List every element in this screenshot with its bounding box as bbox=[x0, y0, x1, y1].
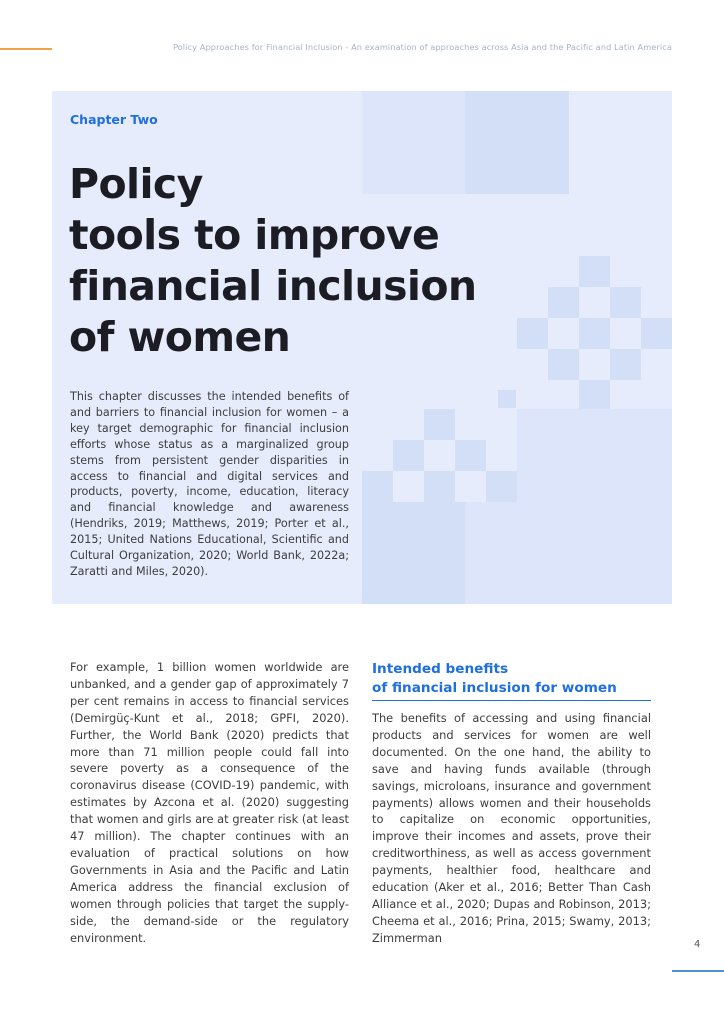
page-number: 4 bbox=[694, 939, 701, 950]
chapter-label: Chapter Two bbox=[70, 112, 158, 127]
decor-square bbox=[393, 440, 424, 471]
decor-square bbox=[579, 256, 610, 287]
decor-square bbox=[486, 471, 517, 502]
running-header: Policy Approaches for Financial Inclusion - An examination of approaches across Asia and the Pacific and Latin America bbox=[172, 42, 672, 52]
section-heading-line: of financial inclusion for women bbox=[372, 680, 617, 696]
decor-square bbox=[579, 318, 610, 349]
decor-square bbox=[641, 318, 672, 349]
decor-square bbox=[517, 318, 548, 349]
decor-square bbox=[424, 471, 455, 502]
decor-square bbox=[610, 287, 641, 318]
decor-square bbox=[579, 380, 610, 411]
decor-square bbox=[455, 440, 486, 471]
chapter-title-line: tools to improve bbox=[69, 211, 440, 259]
chapter-title-line: Policy bbox=[69, 160, 203, 208]
decor-square bbox=[548, 349, 579, 380]
chapter-title-line: financial inclusion bbox=[69, 262, 477, 310]
chapter-hero-panel bbox=[52, 91, 672, 604]
chapter-title-line: of women bbox=[69, 313, 291, 361]
body-paragraph-left: For example, 1 billion women worldwide are unbanked, and a gender gap of approximately 7 per cent remains in access to financial services (Demirgüç-Kunt et al., 2018; GPFI, 2020). Further, the World Bank (2020) predicts that more than 71 million people could fall into severe poverty as a consequence of the coronavirus disease (COVID-19) pandemic, with estimates by Azcona et al. (2020) suggesting that women and girls are at greater risk (at least 47 million). The chapter continues with an evaluation of practical solutions on how Governments in Asia and the Pacific and Latin America address the financial exclusion of women through policies that target the supply-side, the demand-side or the regulatory environment. bbox=[70, 660, 349, 945]
decor-square bbox=[362, 471, 393, 502]
decor-square bbox=[498, 390, 516, 408]
section-heading bbox=[372, 660, 651, 701]
section-heading-line: Intended benefits bbox=[372, 661, 509, 677]
decor-square bbox=[610, 349, 641, 380]
header-accent-rule bbox=[0, 48, 52, 50]
decor-block bbox=[517, 409, 672, 502]
chapter-intro: This chapter discusses the intended benefits of and barriers to financial inclusion for women – a key target demographic for financial inclusion efforts whose status as a marginalized group stems from persistent gender disparities in access to financial and digital services and products, poverty, income, education, literacy and financial knowledge and awareness (Hendriks, 2019; Matthews, 2019; Porter et al., 2015; United Nations Educational, Scientific and Cultural Organization, 2020; World Bank, 2022a; Zaratti and Miles, 2020). bbox=[70, 390, 349, 578]
chapter-title bbox=[69, 159, 509, 363]
decor-block bbox=[569, 502, 672, 604]
footer-accent-rule bbox=[672, 970, 724, 972]
body-paragraph-right: The benefits of accessing and using financial products and services for women are well documented. On the one hand, the ability to save and having funds available (through savings, microloans, insurance and government payments) allows women and their households to capitalize on economic opportunities, improve their incomes and assets, prove their creditworthiness, as well as access government payments, healthier food, healthcare and education (Aker et al., 2016; Better Than Cash Alliance et al., 2020; Dupas and Robinson, 2013; Cheema et al., 2016; Prina, 2015; Swamy, 2013; Zimmerman bbox=[372, 711, 651, 945]
decor-square bbox=[548, 287, 579, 318]
decor-block bbox=[465, 502, 569, 604]
decor-square bbox=[424, 409, 455, 440]
